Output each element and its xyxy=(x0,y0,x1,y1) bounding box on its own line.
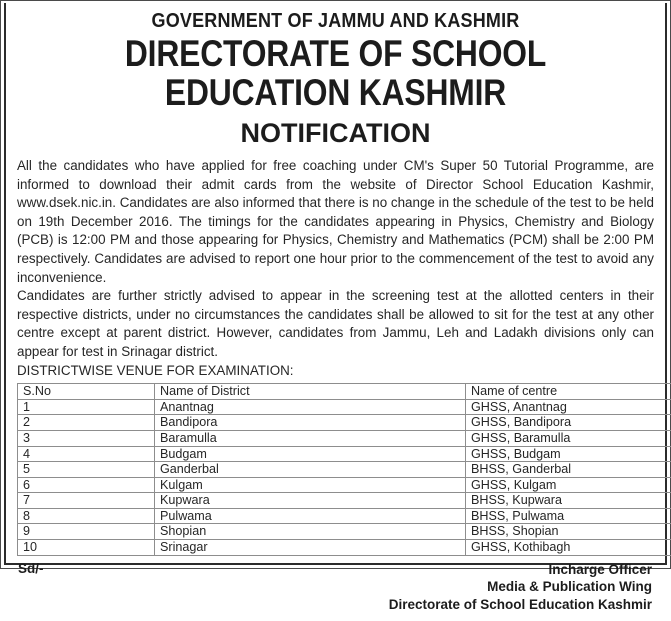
districtwise-venue-table xyxy=(17,383,671,556)
cell-centre: GHSS, Budgam xyxy=(466,446,671,462)
cell-district: Bandipora xyxy=(155,415,466,431)
table-row xyxy=(18,540,671,556)
signatory-designation: Incharge Officer xyxy=(389,561,652,579)
cell-district: Kupwara xyxy=(155,493,466,509)
cell-sno: 4 xyxy=(18,446,155,462)
cell-centre: BHSS, Pulwama xyxy=(466,508,671,524)
heading-directorate-line2: EDUCATION KASHMIR xyxy=(62,73,610,112)
cell-sno: 7 xyxy=(18,493,155,509)
cell-district: Anantnag xyxy=(155,399,466,415)
cell-district: Kulgam xyxy=(155,477,466,493)
table-header-row xyxy=(18,384,671,400)
signatory-wing: Media & Publication Wing xyxy=(389,578,652,596)
cell-district: Pulwama xyxy=(155,508,466,524)
cell-centre: GHSS, Anantnag xyxy=(466,399,671,415)
cell-sno: 3 xyxy=(18,430,155,446)
signatory-office: Directorate of School Education Kashmir xyxy=(389,596,652,614)
heading-directorate-line1: DIRECTORATE OF SCHOOL xyxy=(62,34,610,73)
cell-district: Baramulla xyxy=(155,430,466,446)
cell-centre: GHSS, Kulgam xyxy=(466,477,671,493)
cell-centre: GHSS, Kothibagh xyxy=(466,540,671,556)
cell-centre: BHSS, Kupwara xyxy=(466,493,671,509)
cell-centre: GHSS, Bandipora xyxy=(466,415,671,431)
table-row xyxy=(18,477,671,493)
table-row xyxy=(18,524,671,540)
document-frame xyxy=(4,3,667,565)
column-header-sno: S.No xyxy=(18,384,155,400)
table-row xyxy=(18,399,671,415)
cell-centre: GHSS, Baramulla xyxy=(466,430,671,446)
heading-notification: NOTIFICATION xyxy=(17,118,654,148)
table-row xyxy=(18,415,671,431)
cell-sno: 5 xyxy=(18,462,155,478)
cell-district: Shopian xyxy=(155,524,466,540)
body-paragraph-1: All the candidates who have applied for free coaching under CM's Super 50 Tutorial Programme, are informed to download their admit cards from the website of Director School Education Kashmir, www.dsek.nic.in. Candidates are also informed that there is no change in the schedule of the test to be held on 19th December 2016. The timings for the candidates appearing in Physics, Chemistry and Biology (PCB) is 12:00 PM and those appearing for Physics, Chemistry and Mathematics (PCM) shall be 2:00 PM respectively. Candidates are advised to report one hour prior to the commencement of the test to avoid any inconvenience. xyxy=(17,157,654,287)
heading-government: GOVERNMENT OF JAMMU AND KASHMIR xyxy=(49,9,622,33)
table-row xyxy=(18,446,671,462)
table-intro-line: DISTRICTWISE VENUE FOR EXAMINATION: xyxy=(17,362,654,381)
table-row xyxy=(18,430,671,446)
cell-district: Ganderbal xyxy=(155,462,466,478)
cell-sno: 6 xyxy=(18,477,155,493)
table-row xyxy=(18,462,671,478)
table-row xyxy=(18,508,671,524)
notification-body xyxy=(17,157,654,380)
cell-sno: 10 xyxy=(18,540,155,556)
cell-district: Srinagar xyxy=(155,540,466,556)
cell-centre: BHSS, Ganderbal xyxy=(466,462,671,478)
cell-sno: 8 xyxy=(18,508,155,524)
signature-mark: Sd/- xyxy=(18,561,44,576)
cell-sno: 9 xyxy=(18,524,155,540)
table-row xyxy=(18,493,671,509)
column-header-district: Name of District xyxy=(155,384,466,400)
cell-sno: 1 xyxy=(18,399,155,415)
document-footer xyxy=(17,561,654,621)
body-paragraph-2: Candidates are further strictly advised to appear in the screening test at the allotted centers in their respective districts, under no circumstances the candidates shall be allowed to sit for the test at any other centre except at parent district. However, candidates from Jammu, Leh and Ladakh divisions only can appear for test in Srinagar district. xyxy=(17,287,654,361)
cell-centre: BHSS, Shopian xyxy=(466,524,671,540)
column-header-centre: Name of centre xyxy=(466,384,671,400)
cell-district: Budgam xyxy=(155,446,466,462)
cell-sno: 2 xyxy=(18,415,155,431)
